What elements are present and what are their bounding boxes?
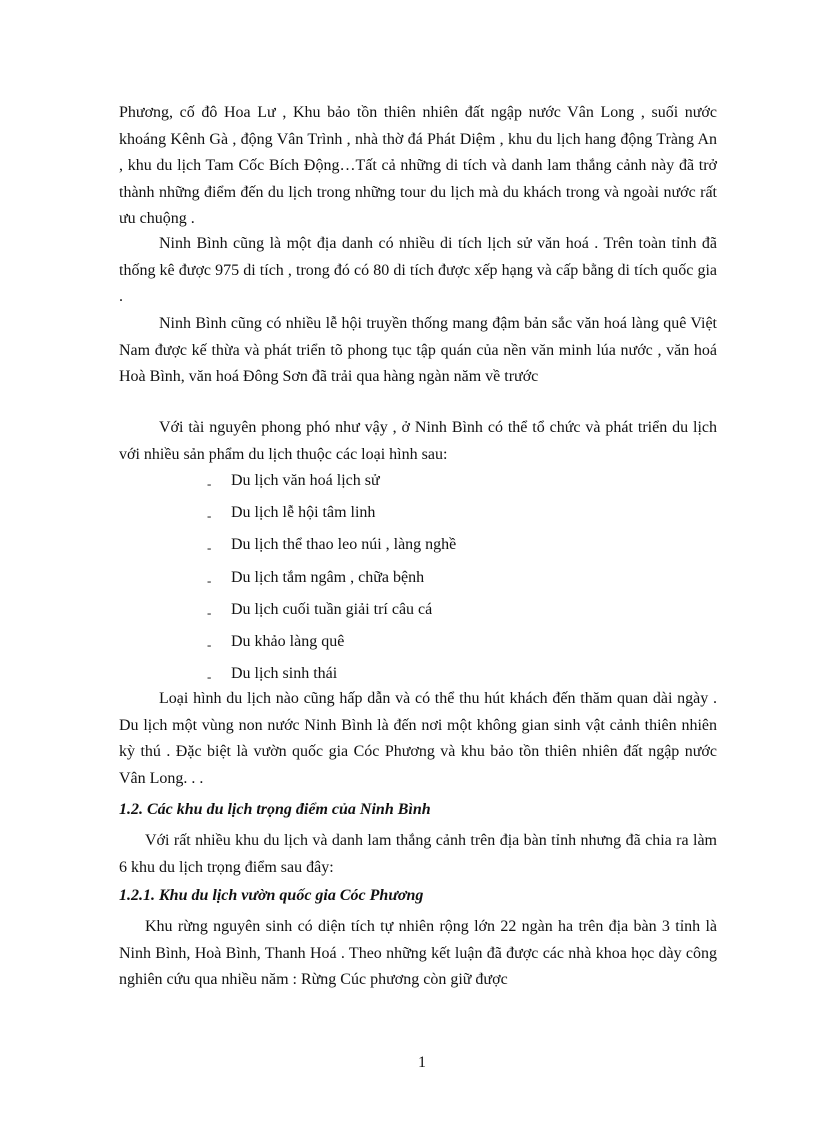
list-item [205,532,456,564]
paragraph-resources: Với tài nguyên phong phó như vậy , ở Ninh Bình có thể tổ chức và phát triển du lịch với nhiều sản phẩm du lịch thuộc các loại hình sau: [119,419,717,463]
paragraph-festivals: Ninh Bình cũng có nhiều lễ hội truyền thống mang đậm bản sắc văn hoá làng quê Việt Nam được kế thừa và phát triển tõ phong tục tập quán của nền văn minh lúa nước , văn hoá Hoà Bình, văn hoá Đông Sơn đã trải qua hàng ngàn năm về trước [119,315,717,386]
page-number: 1 [418,1054,426,1071]
bullet-mark: - [207,540,212,556]
bullet-mark: - [207,508,212,524]
bullet-mark: - [207,572,212,588]
list-item [205,597,456,629]
list-item-label: Du lịch thể thao leo núi , làng nghề [231,536,457,554]
list-item-label: Du lịch sinh thái [231,665,338,683]
bullet-mark: - [207,636,212,652]
list-item [205,629,456,661]
paragraph-six-zones: Với rất nhiều khu du lịch và danh lam thắng cảnh trên địa bàn tỉnh nhưng đã chia ra làm 6 khu du lịch trọng điểm sau đây: [119,832,717,876]
bullet-mark: - [207,604,212,620]
list-item [205,565,456,597]
bullet-mark: - [207,476,212,491]
list-item-label: Du lịch cuối tuần giải trí câu cá [231,600,433,618]
list-item-label: Du lịch lễ hội tâm linh [231,504,376,522]
list-item-label: Du lịch văn hoá lịch sử [231,472,380,489]
list-item-label: Du khảo làng quê [231,632,345,650]
section-heading-1-2-1: 1.2.1. Khu du lịch vườn quốc gia Cóc Phương [119,887,424,904]
list-item [205,500,456,532]
paragraph-relics: Ninh Bình cũng là một địa danh có nhiều di tích lịch sử văn hoá . Trên toàn tỉnh đã thống kê được 975 di tích , trong đó có 80 di tích được xếp hạng và cấp bằng di tích quốc gia . [119,235,717,306]
section-heading-1-2: 1.2. Các khu du lịch trọng điểm của Ninh Bình [119,801,431,818]
paragraph-intro: Phương, cố đô Hoa Lư , Khu bảo tồn thiên nhiên đất ngập nước Vân Long , suối nước khoáng Kênh Gà , động Vân Trình , nhà thờ đá Phát Diệm , khu du lịch hang động Tràng An , khu du lịch Tam Cốc Bích Động…Tất cả những di tích và danh lam thắng cảnh này đã trở thành những điểm đến du lịch trong những tour du lịch mà du khách trong và ngoài nước rất ưu chuộng . [119,104,717,228]
paragraph-attractive: Loại hình du lịch nào cũng hấp dẫn và có thể thu hút khách đến thăm quan dài ngày . Du lịch một vùng non nước Ninh Bình là đến nơi một không gian sinh vật cảnh thiên nhiên kỳ thú . Đặc biệt là vườn quốc gia Cóc Phương và khu bảo tồn thiên nhiên đất ngập nước Vân Long. . . [119,690,717,787]
list-item [205,468,456,500]
tourism-types-list [205,468,456,693]
paragraph-forest: Khu rừng nguyên sinh có diện tích tự nhiên rộng lớn 22 ngàn ha trên địa bàn 3 tỉnh là Ninh Bình, Hoà Bình, Thanh Hoá . Theo những kết luận đã được các nhà khoa học dày công nghiên cứu qua nhiều năm : Rừng Cúc phương còn giữ được [119,918,717,989]
bullet-mark: - [207,669,212,685]
list-item-label: Du lịch tắm ngâm , chữa bệnh [231,568,425,586]
